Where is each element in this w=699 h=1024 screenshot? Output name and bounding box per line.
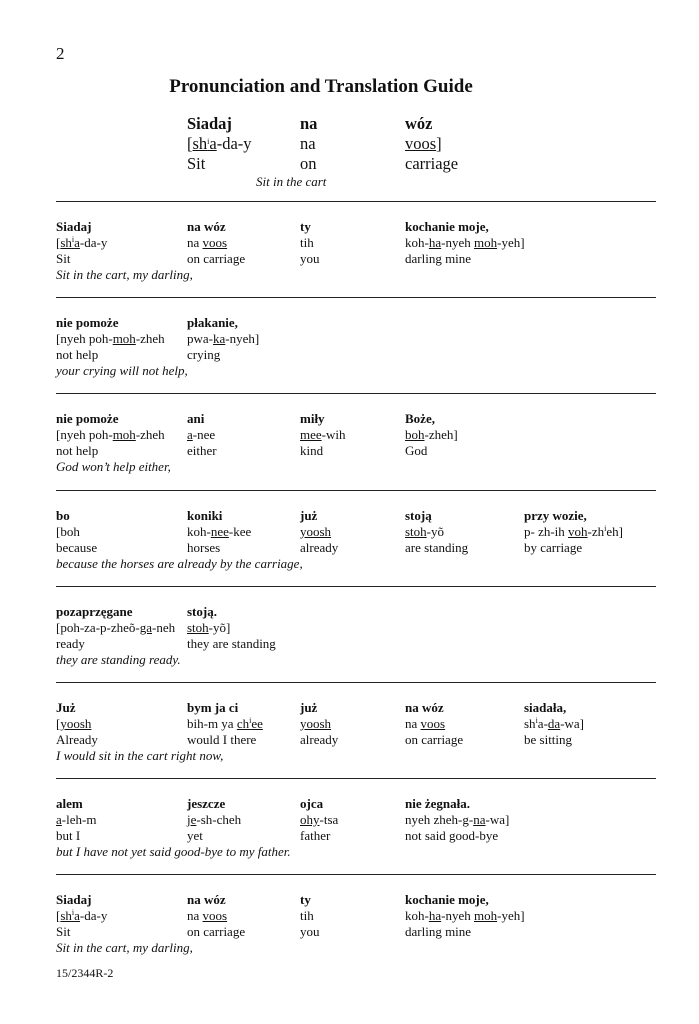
word: nie pomoże xyxy=(56,315,119,330)
verse-translation: your crying will not help, xyxy=(56,363,188,378)
verse-words xyxy=(0,315,699,331)
verse-words xyxy=(0,219,699,235)
gloss: they are standing xyxy=(187,636,276,651)
header-gloss: carriage xyxy=(405,154,459,173)
word: płakanie, xyxy=(187,315,238,330)
pron: mee-wih xyxy=(300,427,346,442)
header-words-row xyxy=(0,114,699,134)
verse-block-6 xyxy=(0,700,699,764)
gloss: you xyxy=(300,924,320,939)
gloss: either xyxy=(187,443,217,458)
gloss: by carriage xyxy=(524,540,583,555)
word: alem xyxy=(56,796,83,811)
verse-translation: they are standing ready. xyxy=(56,652,181,667)
gloss: horses xyxy=(187,540,221,555)
word: Siadaj xyxy=(56,219,92,234)
verse-block-3 xyxy=(0,411,699,475)
word: jeszcze xyxy=(187,796,226,811)
verse-pronunciation xyxy=(0,235,699,251)
verse-words xyxy=(0,892,699,908)
word: siadała, xyxy=(524,700,567,715)
verse-pronunciation xyxy=(0,908,699,924)
verse-translation: Sit in the cart, my darling, xyxy=(56,267,193,282)
pron: a-leh-m xyxy=(56,812,97,827)
verse-block-5 xyxy=(0,604,699,668)
verse-gloss xyxy=(0,732,699,748)
page-number: 2 xyxy=(56,44,65,63)
pron: koh-ha-nyeh moh-yeh] xyxy=(405,908,525,923)
pron: nyeh zheh-g-na-wa] xyxy=(405,812,510,827)
page-title: Pronunciation and Translation Guide xyxy=(169,76,473,97)
gloss: kind xyxy=(300,443,324,458)
pron: koh-nee-kee xyxy=(187,524,252,539)
verse-words xyxy=(0,604,699,620)
header-translation: Sit in the cart xyxy=(256,174,327,189)
divider xyxy=(56,201,656,202)
gloss: Sit xyxy=(56,251,71,266)
pron: [poh-za-p-zheõ-ga-neh xyxy=(56,620,176,635)
verse-gloss xyxy=(0,828,699,844)
word: Siadaj xyxy=(56,892,92,907)
pron: [$sh^ia-da-y$ xyxy=(56,235,108,250)
word: miły xyxy=(300,411,325,426)
pron: yoosh xyxy=(300,716,332,731)
pron: stoh-yõ xyxy=(405,524,445,539)
pron: a-nee xyxy=(187,427,216,442)
gloss: not help xyxy=(56,443,99,458)
divider xyxy=(56,778,656,779)
header-gloss: on xyxy=(300,154,317,173)
gloss: on carriage xyxy=(187,251,246,266)
pron: yoosh xyxy=(300,524,332,539)
word: ani xyxy=(187,411,205,426)
pron: $sh^ia-da-wa$] xyxy=(524,716,585,731)
word: ty xyxy=(300,219,311,234)
gloss: not help xyxy=(56,347,99,362)
verse-pronunciation xyxy=(0,427,699,443)
word: stoją xyxy=(405,508,432,523)
verse-translation: Sit in the cart, my darling, xyxy=(56,940,193,955)
verse-pronunciation xyxy=(0,524,699,540)
gloss: ready xyxy=(56,636,85,651)
footer-code: 15/2344R-2 xyxy=(56,966,114,980)
pron: [nyeh poh-moh-zheh xyxy=(56,427,165,442)
verse-block-1 xyxy=(0,219,699,283)
gloss: crying xyxy=(187,347,221,362)
verse-pronunciation xyxy=(0,716,699,732)
pron: na voos xyxy=(405,716,446,731)
pron: bih-m ya $ch^iee$ xyxy=(187,716,263,731)
word: Już xyxy=(56,700,76,715)
divider xyxy=(56,586,656,587)
header-gloss-row xyxy=(0,154,699,174)
word: ty xyxy=(300,892,311,907)
verse-translation: God won’t help either, xyxy=(56,459,171,474)
pron: je-sh-cheh xyxy=(187,812,242,827)
verse-gloss xyxy=(0,251,699,267)
verse-gloss xyxy=(0,443,699,459)
verse-block-7 xyxy=(0,796,699,860)
verse-translation: I would sit in the cart right now, xyxy=(56,748,224,763)
gloss: already xyxy=(300,732,339,747)
gloss: would I there xyxy=(187,732,257,747)
gloss: darling mine xyxy=(405,251,472,266)
word: Boże, xyxy=(405,411,435,426)
verse-gloss xyxy=(0,924,699,940)
verse-translation: but I have not yet said good-bye to my father. xyxy=(56,844,291,859)
pron: koh-ha-nyeh moh-yeh] xyxy=(405,235,525,250)
pron: [$sh^ia-da-y$ xyxy=(56,908,108,923)
divider xyxy=(56,393,656,394)
word: nie żegnała. xyxy=(405,796,470,811)
header-pron: [$sh^ia-da-y$ xyxy=(187,134,252,153)
pron: tih xyxy=(300,235,314,250)
word: bym ja ci xyxy=(187,700,239,715)
pron: pwa-ka-nyeh] xyxy=(187,331,260,346)
word: na wóz xyxy=(187,892,226,907)
word: kochanie moje, xyxy=(405,219,489,234)
header-pron: na xyxy=(300,134,316,153)
word: pozaprzęgane xyxy=(56,604,133,619)
word: bo xyxy=(56,508,70,523)
word: na wóz xyxy=(187,219,226,234)
gloss: but I xyxy=(56,828,81,843)
verse-words xyxy=(0,411,699,427)
gloss: on carriage xyxy=(187,924,246,939)
verse-pronunciation xyxy=(0,812,699,828)
gloss: not said good-bye xyxy=(405,828,499,843)
word: przy wozie, xyxy=(524,508,587,523)
gloss: darling mine xyxy=(405,924,472,939)
pron: tih xyxy=(300,908,314,923)
word: nie pomoże xyxy=(56,411,119,426)
pron: na voos xyxy=(187,908,228,923)
word: już xyxy=(300,508,318,523)
gloss: because xyxy=(56,540,98,555)
gloss: already xyxy=(300,540,339,555)
verse-words xyxy=(0,700,699,716)
gloss: Already xyxy=(56,732,98,747)
pron: [nyeh poh-moh-zheh xyxy=(56,331,165,346)
verse-gloss xyxy=(0,636,699,652)
pron: stoh-yõ] xyxy=(187,620,231,635)
header-pronunciation-row xyxy=(0,134,699,154)
verse-gloss xyxy=(0,347,699,363)
word: stoją. xyxy=(187,604,217,619)
verse-pronunciation xyxy=(0,331,699,347)
gloss: Sit xyxy=(56,924,71,939)
verse-pronunciation xyxy=(0,620,699,636)
verse-translation: because the horses are already by the carriage, xyxy=(56,556,303,571)
verse-words xyxy=(0,508,699,524)
verse-block-2 xyxy=(0,315,699,379)
pron: p- zh-ih voh-$zh^ieh$] xyxy=(524,524,623,539)
gloss: you xyxy=(300,251,320,266)
gloss: are standing xyxy=(405,540,469,555)
word: kochanie moje, xyxy=(405,892,489,907)
header-word: na xyxy=(300,114,318,133)
word: już xyxy=(300,700,318,715)
gloss: be sitting xyxy=(524,732,573,747)
gloss: father xyxy=(300,828,331,843)
pron: na voos xyxy=(187,235,228,250)
divider xyxy=(56,490,656,491)
header-word: wóz xyxy=(405,114,433,133)
header-pron: voos] xyxy=(405,134,442,153)
verse-gloss xyxy=(0,540,699,556)
pron: [boh xyxy=(56,524,80,539)
pron: [yoosh xyxy=(56,716,92,731)
verse-block-4 xyxy=(0,508,699,572)
word: na wóz xyxy=(405,700,444,715)
verse-block-8 xyxy=(0,892,699,956)
divider xyxy=(56,682,656,683)
word: ojca xyxy=(300,796,324,811)
pron: boh-zheh] xyxy=(405,427,458,442)
gloss: God xyxy=(405,443,428,458)
word: koniki xyxy=(187,508,223,523)
header-gloss: Sit xyxy=(187,154,206,173)
header-word: Siadaj xyxy=(187,114,232,133)
divider xyxy=(56,297,656,298)
gloss: yet xyxy=(187,828,203,843)
header-example xyxy=(0,114,699,189)
pron: ohy-tsa xyxy=(300,812,339,827)
verse-words xyxy=(0,796,699,812)
divider xyxy=(56,874,656,875)
gloss: on carriage xyxy=(405,732,464,747)
